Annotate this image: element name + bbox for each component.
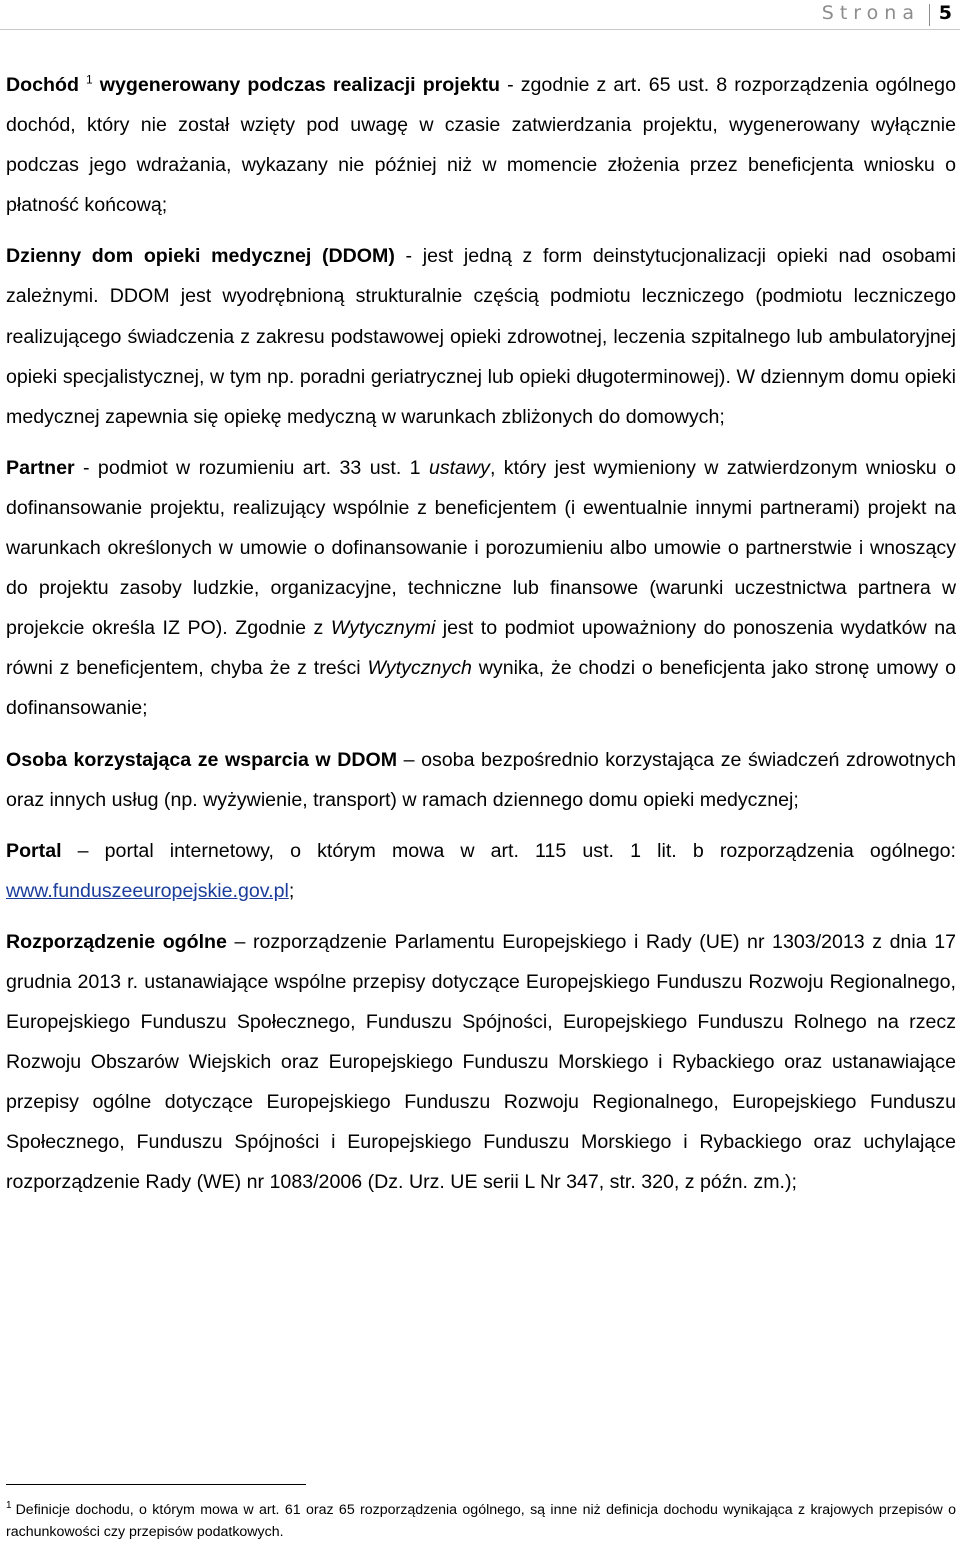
definition-rozporzadzenie: [6, 922, 956, 1203]
definition-text: - jest jedną z form deinstytucjonalizacji opieki nad osobami zależnymi. DDOM jest wyodrębnioną strukturalnie częścią podmiotu leczniczego (podmiotu leczniczego realizującego świadczenia z zakresu podstawowej opieki zdrowotnej, leczenia szpitalnego lub ambulatoryjnej opieki specjalistycznej, w tym np. poradni geriatrycznej lub opieki długoterminowej). W dziennym domu opieki medycznej zapewnia się opiekę medyczną w warunkach zbliżonych do domowych;: [6, 245, 956, 428]
italic-wytycznymi: Wytycznymi: [330, 617, 436, 640]
footnote-number: 1: [6, 1500, 12, 1512]
definition-text: ;: [288, 879, 295, 902]
italic-ustawy: ustawy: [428, 456, 490, 479]
definition-osoba: [6, 740, 956, 820]
page-number: 5: [938, 2, 952, 24]
portal-link[interactable]: www.funduszeeuropejskie.gov.pl: [6, 879, 289, 902]
definition-text: – rozporządzenie Parlamentu Europejskiego i Rady (UE) nr 1303/2013 z dnia 17 grudnia 2013 r. ustanawiające wspólne przepisy dotyczące Europejskiego Funduszu Rozwoju Regionalnego, Europejskiego Funduszu Społecznego, Funduszu Spójności, Europejskiego Funduszu Rolnego na rzecz Rozwoju Obszarów Wiejskich oraz Europejskiego Funduszu Morskiego i Rybackiego oraz ustanawiające przepisy ogólne dotyczące Europejskiego Funduszu Rozwoju Regionalnego, Europejskiego Funduszu Społecznego, Funduszu Spójności i Europejskiego Funduszu Morskiego i Rybackiego oraz uchylające rozporządzenie Rady (WE) nr 1083/2006 (Dz. Urz. UE serii L Nr 347, str. 320, z późn. zm.);: [6, 930, 956, 1194]
footnote-text: Definicje dochodu, o którym mowa w art. 61 oraz 65 rozporządzenia ogólnego, są inne niż definicja dochodu wynikająca z krajowych przepisów o rachunkowości czy przepisów podatkowych.: [6, 1502, 956, 1540]
definition-text: – portal internetowy, o którym mowa w art. 115 ust. 1 lit. b rozporządzenia ogólnego:: [61, 839, 956, 862]
definitions-list: [6, 65, 956, 1214]
definition-text: jest to podmiot upoważniony do ponoszenia wydatków na równi z beneficjentem, chyba że z treści: [6, 617, 956, 680]
term-osoba: Osoba korzystająca ze wsparcia w DDOM: [6, 748, 398, 771]
footnote-ref[interactable]: 1: [86, 72, 93, 87]
italic-wytycznych: Wytycznych: [367, 657, 472, 680]
definition-portal: [6, 831, 956, 911]
definition-dochod: [6, 65, 956, 225]
header-separator: [929, 4, 930, 26]
footnote-rule: [6, 1484, 306, 1485]
term-ddom: Dzienny dom opieki medycznej (DDOM): [6, 245, 395, 268]
definition-text: wynika, że chodzi o beneficjenta jako stronę umowy o dofinansowanie;: [6, 657, 956, 720]
page-label: Strona: [821, 2, 920, 24]
term-partner: Partner: [6, 456, 75, 479]
definition-ddom: [6, 236, 956, 436]
definition-text: - zgodnie z art. 65 ust. 8 rozporządzenia ogólnego dochód, który nie został wzięty pod uwagę w czasie zatwierdzania projektu, wygenerowany wyłącznie podczas jego wdrażania, wykazany nie później niż w momencie złożenia przez beneficjenta wniosku o płatność końcową;: [6, 74, 956, 217]
term-portal: Portal: [6, 839, 62, 862]
header-rule: [0, 29, 960, 30]
definition-text: - podmiot w rozumieniu art. 33 ust. 1: [74, 456, 429, 479]
definition-text: – osoba bezpośrednio korzystająca ze świadczeń zdrowotnych oraz innych usług (np. wyżywienie, transport) w ramach dziennego domu opieki medycznej;: [6, 748, 956, 811]
page-header: [0, 0, 960, 32]
footnote: [6, 1499, 956, 1543]
term-dochod-rest: wygenerowany podczas realizacji projektu: [99, 74, 501, 96]
definition-text: , który jest wymieniony w zatwierdzonym wniosku o dofinansowanie projektu, realizujący wspólnie z beneficjentem (i ewentualnie innymi partnerami) projekt na warunkach określonych w umowie o dofinansowanie i porozumieniu albo umowie o partnerstwie i wnoszący do projektu zasoby ludzkie, organizacyjne, techniczne lub finansowe (warunki uczestnictwa partnera w projekcie określa IZ PO). Zgodnie z: [6, 456, 956, 640]
term-dochod: Dochód: [6, 74, 79, 96]
term-rozporzadzenie: Rozporządzenie ogólne: [6, 930, 227, 953]
definition-partner: [6, 448, 956, 729]
